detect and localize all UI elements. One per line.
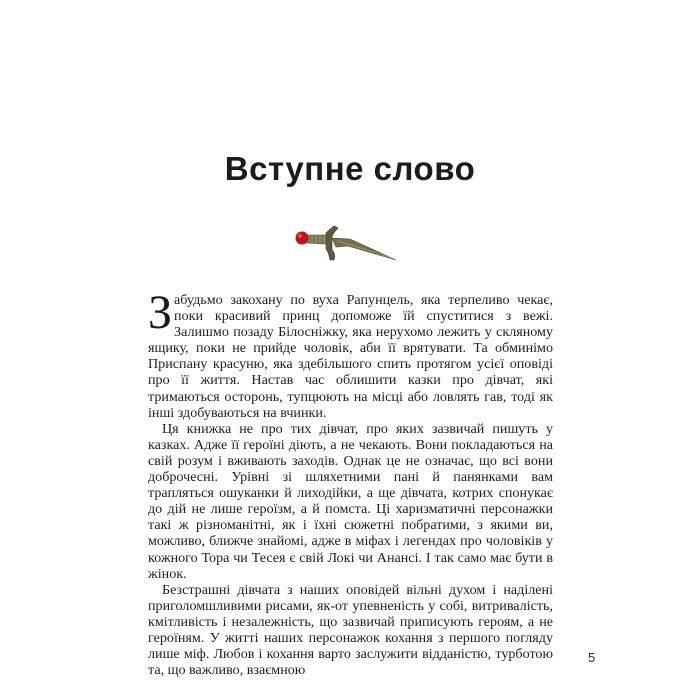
body-text [148,286,553,679]
paragraph-2: Ця книжка не про тих дівчат, про яких зазвичай пишуть у казках. Адже її героїні діють, а не чекають. Вони покладаються на свій розум і вживають заходів. Однак це не означає, що всі вони доброчесні. Урівні зі шляхетними пані й панянками вам трапляться ошуканки й лиходійки, а ще дівчата, котрих спонукає до дій не лише героїзм, а й помста. Ці харизматичні персонажки такі ж різноманітні, як і їхні сюжетні побратими, з якими ви, можливо, ближче знайомі, адже в міфах і легендах про чоловіків у кожного Тора чи Тесея є свій Локі чи Анансі. І так само має бути в жінок. [148,420,553,582]
paragraph-3: Безстрашні дівчата з наших оповідей вільні духом і наділені приголомшливими рисами, як-от упевненість у собі, витривалість, кмітливість і незалежність, що зазвичай приписують героям, а не героїням. У житті наших персонажок кохання з першого погляду лише міф. Любов і кохання варто заслужити відданістю, турботою та, що важливо, взаємною [148,581,553,679]
page-number: 5 [588,650,596,665]
dagger-icon [292,220,404,268]
paragraph-1-text: абудьмо закохану по вуха Рапунцель, яка терпеливо чекає, поки красивий принц допоможе їй спуститися з вежі. Залишмо позаду Білосніжку, яка нерухомо лежить у скляному ящику, поки не прийде чоловік, аби її врятувати. Та обминімо Приспану красуню, яка здебільшого спить протягом усієї оповіді про її життя. Настав час облишити казки про дівчат, які тримаються осторонь, тупцюють на місці або ловлять гав, тоді як інші здобуваються на вчинки. [148,292,553,421]
chapter-title: Вступне слово [224,150,476,187]
paragraph-1 [148,286,553,421]
drop-cap: З [148,286,173,339]
